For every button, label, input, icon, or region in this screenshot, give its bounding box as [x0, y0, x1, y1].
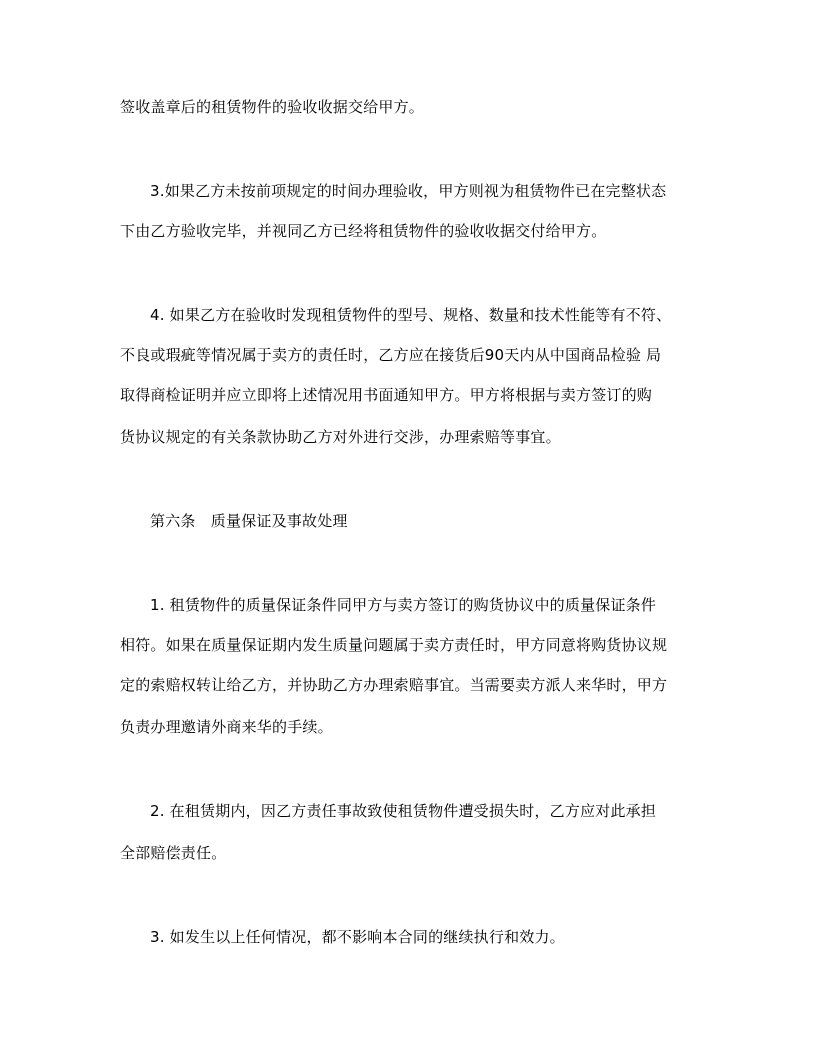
paragraph-line: 取得商检证明并应立即将上述情况用书面通知甲方。甲方将根据与卖方签订的购	[120, 386, 653, 404]
paragraph-line: 负责办理邀请外商来华的手续。	[120, 718, 333, 736]
paragraph-line: 4. 如果乙方在验收时发现租赁物件的型号、规格、数量和技术性能等有不符、	[150, 306, 672, 324]
paragraph-line: 相符。如果在质量保证期内发生质量问题属于卖方责任时，甲方同意将购货协议规	[120, 636, 668, 654]
paragraph-line: 1. 租赁物件的质量保证条件同甲方与卖方签订的购货协议中的质量保证条件	[150, 596, 657, 614]
paragraph-line: 货协议规定的有关条款协助乙方对外进行交涉，办理索赔等事宜。	[120, 428, 561, 446]
paragraph-line: 下由乙方验收完毕，并视同乙方已经将租赁物件的验收收据交付给甲方。	[120, 222, 607, 240]
paragraph-line: 2. 在租赁期内，因乙方责任事故致使租赁物件遭受损失时，乙方应对此承担	[150, 802, 657, 820]
paragraph-line: 定的索赔权转让给乙方，并协助乙方办理索赔事宜。当需要卖方派人来华时，甲方	[120, 676, 668, 694]
paragraph-line: 不良或瑕疵等情况属于卖方的责任时，乙方应在接货后90天内从中国商品检验 局	[120, 346, 662, 364]
section-heading: 第六条 质量保证及事故处理	[150, 512, 348, 530]
paragraph-line: 全部赔偿责任。	[120, 844, 227, 862]
paragraph-line: 3.如果乙方未按前项规定的时间办理验收，甲方则视为租赁物件已在完整状态	[150, 182, 667, 200]
paragraph-line: 3. 如发生以上任何情况，都不影响本合同的继续执行和效力。	[150, 928, 565, 946]
paragraph-line: 签收盖章后的租赁物件的验收收据交给甲方。	[120, 98, 425, 116]
